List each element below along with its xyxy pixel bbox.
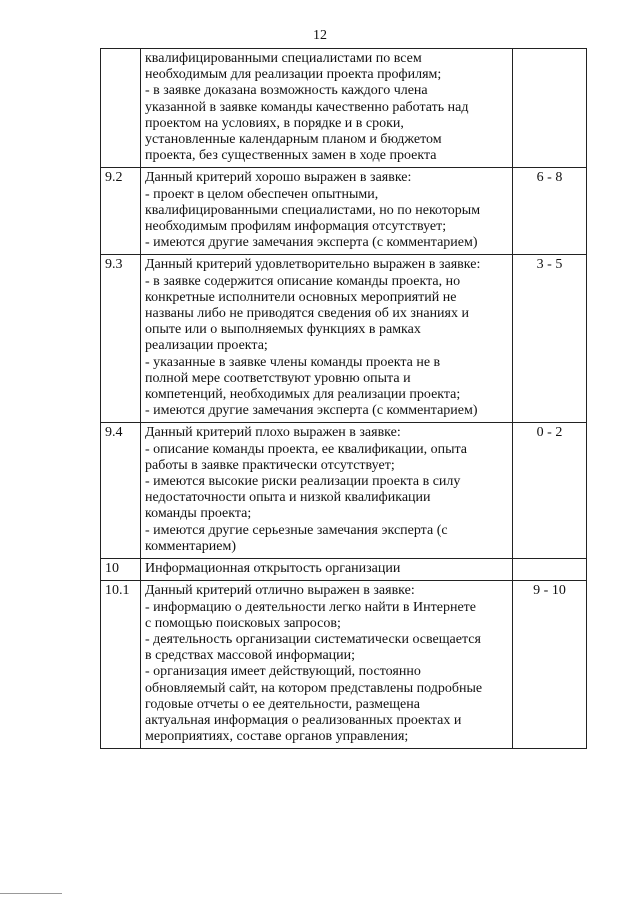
criterion-description (141, 423, 513, 559)
description-line: в средствах массовой информации; (145, 648, 356, 664)
description-line: квалифицированными специалистами по всем (145, 51, 422, 66)
description-line: годовые отчеты о ее деятельности, размещена (145, 696, 420, 712)
description-line: конкретные исполнители основных мероприятий не (145, 289, 457, 305)
criteria-row (101, 423, 587, 559)
description-line: названы либо не приводятся сведения об их знаниях и (145, 306, 469, 322)
score-range: 6 - 8 (513, 168, 587, 255)
description-line: с помощью поисковых запросов; (145, 615, 341, 631)
score-range: 0 - 2 (513, 423, 587, 559)
criterion-description (141, 559, 513, 581)
criteria-table-body (101, 49, 587, 749)
description-line: комментарием) (145, 538, 236, 554)
description-line: мероприятиях, составе органов управления; (145, 729, 409, 745)
description-line: реализации проекта; (145, 338, 268, 354)
description-line: Данный критерий отлично выражен в заявке: (145, 583, 415, 599)
page-number: 12 (313, 28, 327, 43)
description-line: обновляемый сайт, на котором представлены подробные (145, 680, 483, 696)
description-line: - описание команды проекта, ее квалификации, опыта (145, 441, 467, 457)
criterion-number: 10 (101, 559, 141, 581)
description-line: - информацию о деятельности легко найти в Интернете (145, 599, 476, 615)
score-range (513, 49, 587, 168)
criterion-number: 9.4 (101, 423, 141, 559)
criteria-row (101, 255, 587, 423)
criteria-row (101, 581, 587, 749)
criterion-description (141, 255, 513, 423)
description-line: - организация имеет действующий, постоянно (145, 664, 421, 680)
footer-divider (0, 893, 62, 894)
description-line: проектом на условиях, в порядке и в сроки, (145, 115, 404, 131)
description-line: необходимым профилям информация отсутствует; (145, 219, 447, 235)
description-line: - указанные в заявке члены команды проекта не в (145, 354, 441, 370)
description-line: - проект в целом обеспечен опытными, (145, 186, 379, 202)
description-line: - имеются высокие риски реализации проекта в силу (145, 474, 461, 490)
description-line: компетенций, необходимых для реализации проекта; (145, 387, 461, 403)
score-range (513, 559, 587, 581)
description-line: - в заявке доказана возможность каждого члена (145, 83, 428, 99)
description-line: команды проекта; (145, 506, 252, 522)
description-line: необходимым для реализации проекта профилям; (145, 67, 442, 83)
criteria-table (100, 48, 587, 749)
criterion-number: 9.3 (101, 255, 141, 423)
score-range: 9 - 10 (513, 581, 587, 749)
description-line: - в заявке содержится описание команды проекта, но (145, 273, 461, 289)
description-line: Данный критерий плохо выражен в заявке: (145, 425, 401, 441)
description-line: - имеются другие замечания эксперта (с комментарием) (145, 235, 478, 251)
score-range: 3 - 5 (513, 255, 587, 423)
description-line: Данный критерий хорошо выражен в заявке: (145, 170, 412, 186)
description-line: работы в заявке практически отсутствует; (145, 457, 395, 473)
description-line: Данный критерий удовлетворительно выражен в заявке: (145, 257, 481, 273)
description-line: Информационная открытость организации (145, 561, 401, 577)
description-line: установленные календарным планом и бюджетом (145, 132, 442, 148)
description-line: квалифицированными специалистами, но по некоторым (145, 202, 481, 218)
description-line: проекта, без существенных замен в ходе проекта (145, 148, 437, 164)
description-line: актуальная информация о реализованных проектах и (145, 712, 462, 728)
description-line: - имеются другие замечания эксперта (с комментарием) (145, 403, 478, 419)
description-line: - имеются другие серьезные замечания эксперта (с (145, 522, 448, 538)
criterion-number (101, 49, 141, 168)
description-line: недостаточности опыта и низкой квалификации (145, 490, 431, 506)
description-line: указанной в заявке команды качественно работать над (145, 99, 469, 115)
criteria-row (101, 168, 587, 255)
criteria-row (101, 49, 587, 168)
criterion-description (141, 49, 513, 168)
criterion-description (141, 581, 513, 749)
criterion-number: 9.2 (101, 168, 141, 255)
criterion-description (141, 168, 513, 255)
description-line: полной мере соответствуют уровню опыта и (145, 370, 411, 386)
criterion-number: 10.1 (101, 581, 141, 749)
description-line: - деятельность организации систематически освещается (145, 631, 481, 647)
description-line: опыте или о выполняемых функциях в рамках (145, 322, 421, 338)
criteria-row (101, 559, 587, 581)
